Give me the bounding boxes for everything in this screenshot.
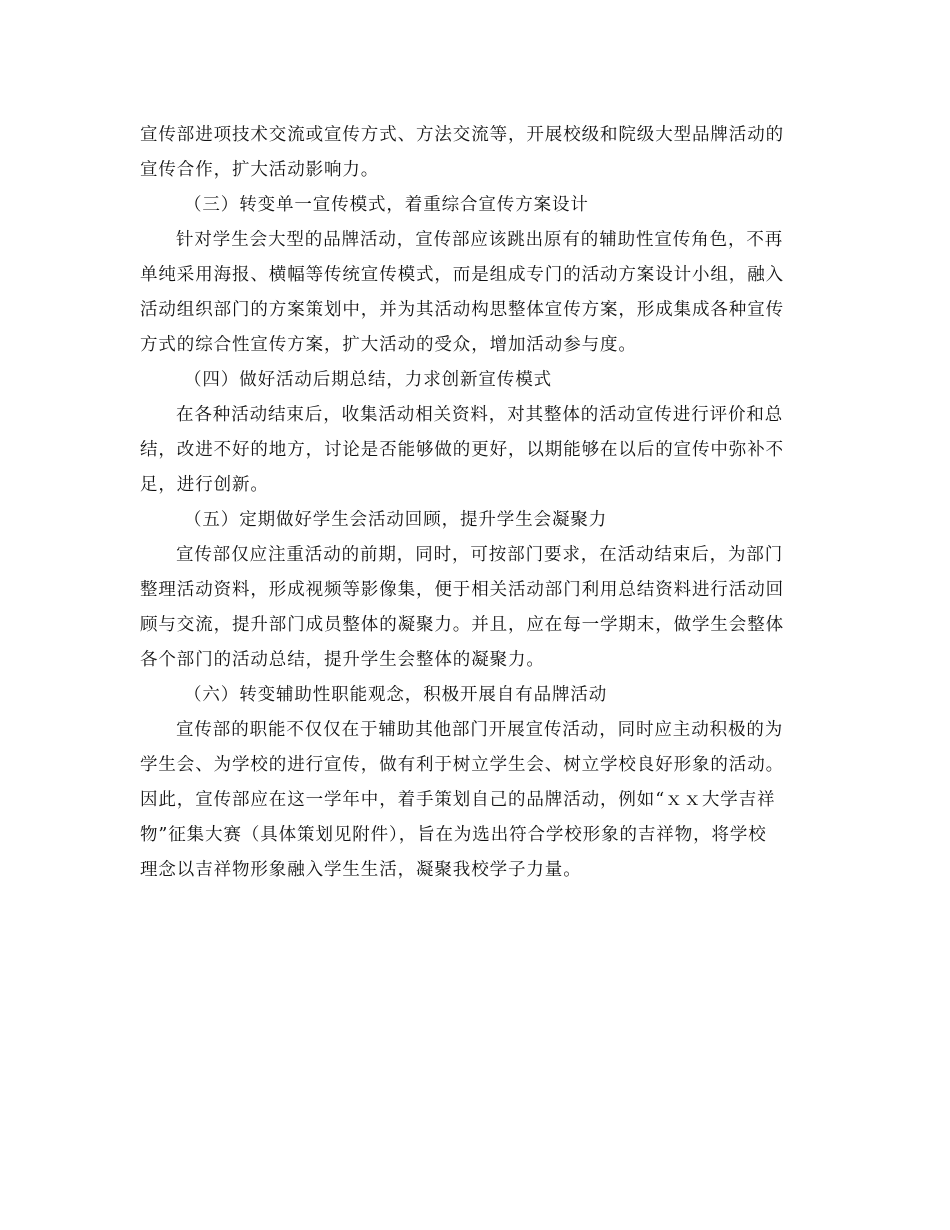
text-line: 学生会、为学校的进行宣传，做有利于树立学生会、树立学校良好形象的活动。 <box>140 755 784 775</box>
section-heading: （三）转变单一宣传模式，着重综合宣传方案设计 <box>184 195 589 215</box>
text-line: 各个部门的活动总结，提升学生会整体的凝聚力。 <box>140 650 545 670</box>
text-line: 结，改进不好的地方，讨论是否能够做的更好，以期能够在以后的宣传中弥补不 <box>140 440 784 460</box>
text-line: 单纯采用海报、横幅等传统宣传模式，而是组成专门的活动方案设计小组，融入 <box>140 265 784 285</box>
text-line: 因此，宣传部应在这一学年中，着手策划自己的品牌活动，例如“ｘｘ大学吉祥 <box>140 790 776 810</box>
section-heading: （四）做好活动后期总结，力求创新宣传模式 <box>184 370 552 390</box>
text-line: 宣传合作，扩大活动影响力。 <box>140 160 380 180</box>
text-line: 宣传部进项技术交流或宣传方式、方法交流等，开展校级和院级大型品牌活动的 <box>140 125 784 145</box>
text-line: 足，进行创新。 <box>140 475 269 495</box>
text-line: 理念以吉祥物形象融入学生生活，凝聚我校学子力量。 <box>140 860 582 880</box>
text-line: 方式的综合性宣传方案，扩大活动的受众，增加活动参与度。 <box>140 335 637 355</box>
text-line: 活动组织部门的方案策划中，并为其活动构思整体宣传方案，形成集成各种宣传 <box>140 300 784 320</box>
paragraph-first-line: 针对学生会大型的品牌活动，宣传部应该跳出原有的辅助性宣传角色，不再 <box>176 230 784 250</box>
section-heading: （六）转变辅助性职能观念，积极开展自有品牌活动 <box>184 685 608 705</box>
text-line: 顾与交流，提升部门成员整体的凝聚力。并且，应在每一学期末，做学生会整体 <box>140 615 784 635</box>
paragraph-first-line: 宣传部仅应注重活动的前期，同时，可按部门要求，在活动结束后，为部门 <box>176 545 784 565</box>
paragraph-first-line: 在各种活动结束后，收集活动相关资料，对其整体的活动宣传进行评价和总 <box>176 405 784 425</box>
text-line: 物”征集大赛（具体策划见附件），旨在为选出符合学校形象的吉祥物，将学校 <box>140 825 767 845</box>
section-heading: （五）定期做好学生会活动回顾，提升学生会凝聚力 <box>184 510 608 530</box>
text-line: 整理活动资料，形成视频等影像集，便于相关活动部门利用总结资料进行活动回 <box>140 580 784 600</box>
document-page <box>140 118 810 888</box>
paragraph-first-line: 宣传部的职能不仅仅在于辅助其他部门开展宣传活动，同时应主动积极的为 <box>176 720 784 740</box>
